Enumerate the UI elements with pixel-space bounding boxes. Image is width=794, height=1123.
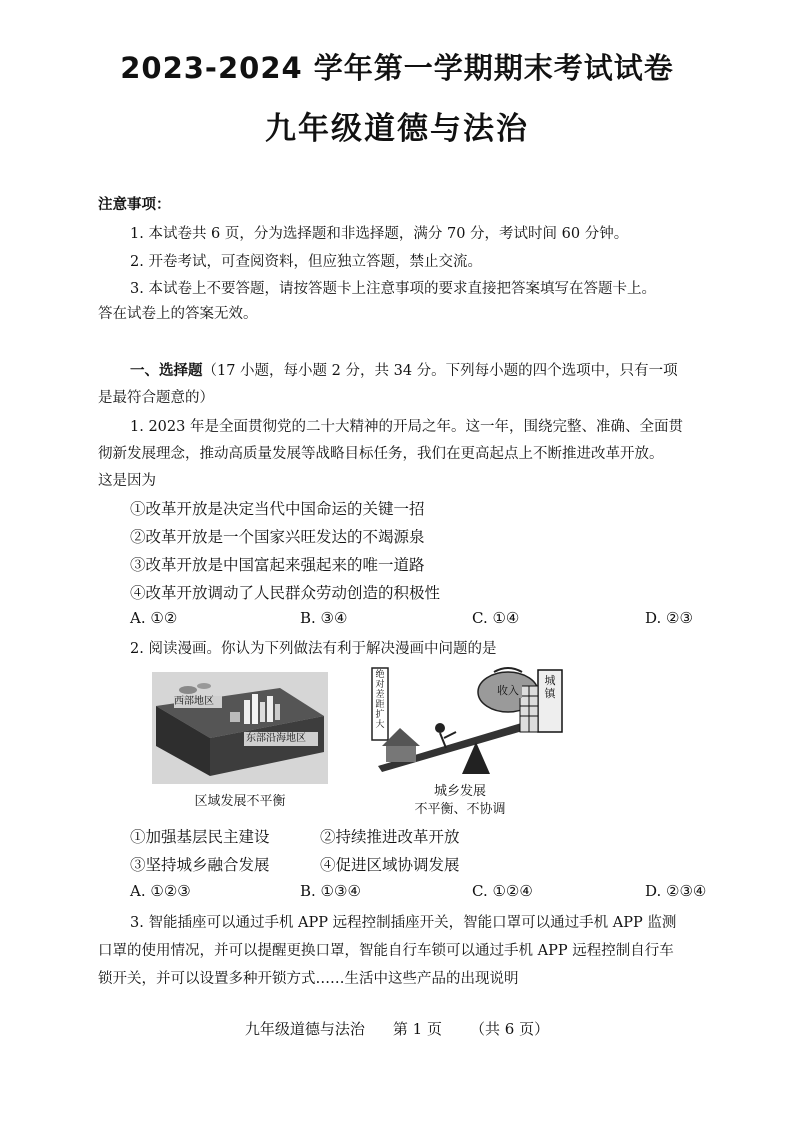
cartoon-west-label: 西部地区 [174, 696, 214, 707]
q1-option-a: A. ①② [130, 609, 178, 627]
cartoon-regional-imbalance [152, 672, 328, 784]
q1-option-b: B. ③④ [300, 609, 348, 627]
cartoon-left-caption: 区域发展不平衡 [194, 794, 286, 809]
q1-item-4: ④改革开放调动了人民群众劳动创造的积极性 [130, 584, 441, 602]
footer-subject: 九年级道德与法治 [244, 1020, 365, 1038]
q2-stem: 2. 阅读漫画。你认为下列做法有利于解决漫画中问题的是 [130, 641, 497, 657]
cartoon-city-label: 城镇 [544, 674, 556, 700]
q1-stem-line-2: 彻新发展理念，推动高质量发展等战略目标任务，我们在更高起点上不断推进改革开放。 [98, 446, 664, 462]
notes-item-2: 2. 开卷考试，可查阅资料，但应独立答题，禁止交流。 [130, 254, 482, 270]
cartoon-gap-label: 绝对差距扩大 [375, 670, 385, 730]
q2-option-d: D. ②③④ [645, 882, 707, 900]
q2-option-c: C. ①②④ [472, 882, 533, 900]
q1-stem-line-1: 1. 2023 年是全面贯彻党的二十大精神的开局之年。这一年，围绕完整、准确、全面贯 [130, 419, 683, 435]
q2-item-4: ④促进区域协调发展 [320, 856, 460, 874]
q1-item-1: ①改革开放是决定当代中国命运的关键一招 [130, 500, 425, 518]
section1-heading-bold: 一、选择题 [130, 363, 203, 379]
footer-total: （共 6 页） [470, 1020, 550, 1038]
cartoon-right-caption-2: 不平衡、不协调 [414, 802, 506, 817]
cartoon-east-label: 东部沿海地区 [246, 733, 306, 744]
section1-heading-rest: （17 小题，每小题 2 分，共 34 分。下列每小题的四个选项中，只有一项 [202, 363, 678, 379]
footer-page: 第 1 页 [392, 1020, 442, 1038]
section1-heading-cont: 是最符合题意的） [98, 390, 214, 406]
q1-stem-line-3: 这是因为 [98, 473, 156, 489]
q2-item-3: ③坚持城乡融合发展 [130, 856, 270, 874]
q3-stem-line-3: 锁开关，并可以设置多种开锁方式……生活中这些产品的出现说明 [98, 971, 519, 987]
notes-item-3: 3. 本试卷上不要答题，请按答题卡上注意事项的要求直接把答案填写在答题卡上。 [130, 281, 656, 297]
notes-item-3-cont: 答在试卷上的答案无效。 [98, 306, 258, 322]
q1-option-c: C. ①④ [472, 609, 520, 627]
q2-option-b: B. ①③④ [300, 882, 361, 900]
q2-option-a: A. ①②③ [130, 882, 191, 900]
q1-item-3: ③改革开放是中国富起来强起来的唯一道路 [130, 556, 425, 574]
q1-item-2: ②改革开放是一个国家兴旺发达的不竭源泉 [130, 528, 425, 546]
notes-heading: 注意事项： [98, 197, 171, 213]
notes-item-1: 1. 本试卷共 6 页，分为选择题和非选择题，满分 70 分，考试时间 60 分钟。 [130, 226, 629, 242]
q1-option-d: D. ②③ [645, 609, 693, 627]
cartoon-right-caption-1: 城乡发展 [433, 784, 486, 799]
exam-title: 2023-2024 学年第一学期期末考试试卷 [120, 51, 674, 85]
q3-stem-line-1: 3. 智能插座可以通过手机 APP 远程控制插座开关，智能口罩可以通过手机 APP 监测 [130, 915, 677, 931]
cartoon-regional-imbalance-art [152, 672, 328, 784]
cartoon-urban-rural [370, 662, 566, 778]
cartoon-urban-rural-art [370, 662, 566, 778]
q3-stem-line-2: 口罩的使用情况，并可以提醒更换口罩，智能自行车锁可以通过手机 APP 远程控制自行车 [98, 943, 674, 959]
q2-item-2: ②持续推进改革开放 [320, 828, 460, 846]
page-footer [0, 1018, 794, 1039]
cartoon-income-label: 收入 [497, 684, 519, 697]
exam-subject: 九年级道德与法治 [265, 111, 529, 147]
section1-heading [130, 359, 678, 380]
q2-item-1: ①加强基层民主建设 [130, 828, 270, 846]
